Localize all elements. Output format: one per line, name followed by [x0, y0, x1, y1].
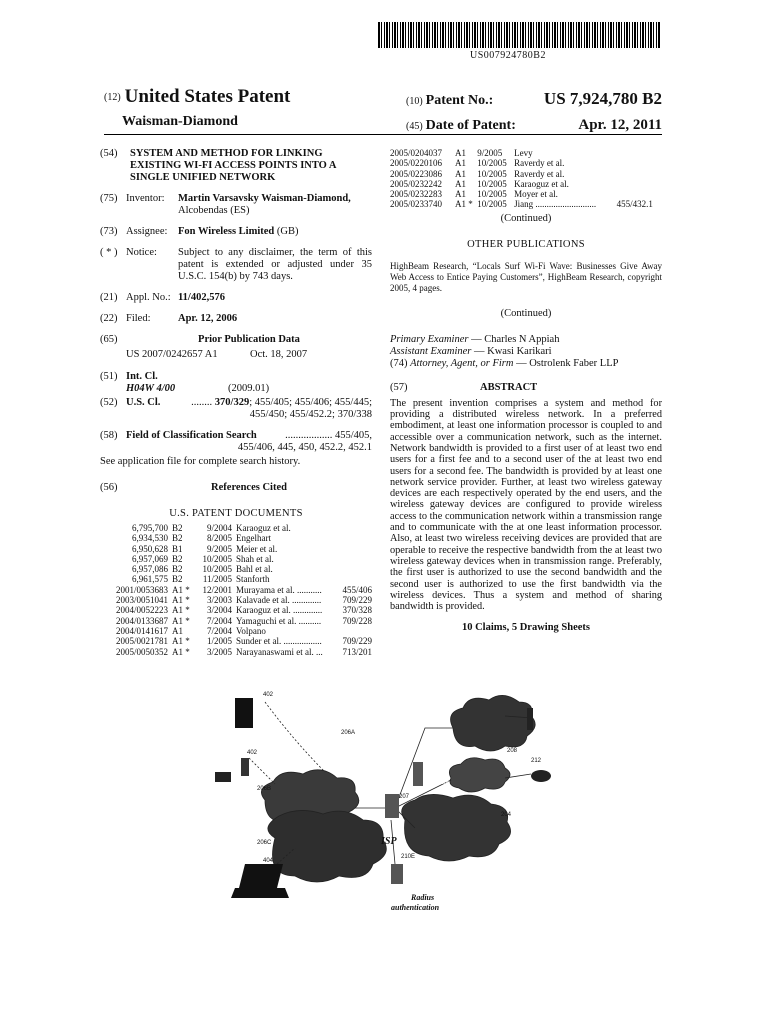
isp-cloud — [268, 810, 386, 882]
label-404: 404 — [263, 858, 274, 864]
header-rule — [104, 134, 662, 135]
reference-cls — [337, 554, 372, 564]
reference-num: 6,961,575 — [132, 574, 168, 585]
reference-cls: 455/432.1 — [616, 199, 653, 210]
us-docs-cont-table — [390, 148, 662, 210]
attorney-name: — Ostrolenk Faber LLP — [516, 357, 619, 369]
reference-name: Karaoguz et al. ............. — [236, 605, 323, 616]
inventor-code: (75) — [100, 193, 118, 204]
reference-kind: A1 * — [172, 595, 190, 606]
notice-text: Subject to any disclaimer, the term of this patent is extended or adjusted under 35 U.S.C. 154(b) by 743 days. — [178, 247, 372, 282]
prior-heading: Prior Publication Data — [198, 334, 300, 345]
title-code: (54) — [100, 148, 118, 159]
wifi-box-icon — [215, 772, 231, 782]
notice-label: Notice: — [126, 247, 157, 258]
reference-name: Levy — [514, 148, 533, 158]
appl-number: 11/402,576 — [178, 292, 225, 303]
reference-name: Volpano — [236, 625, 266, 636]
other-pub: HighBeam Research, “Locals Surf Wi-Fi Wave: Businesses Give Away Web Access to Entice Paying Customers”, HighBeam Research, copyright 2005, 4 pages. — [390, 260, 662, 293]
reference-num: 6,957,069 — [132, 553, 168, 564]
reference-name: Narayanaswami et al. ... — [236, 646, 323, 657]
reference-cls: 709/228 — [342, 615, 372, 626]
reference-cls — [617, 148, 662, 158]
abstract-text: The present invention comprises a system and method for providing a distributed wireless network. In a preferred embodiment, at least one information processor is coupled to and accessible over a communication network, such as the internet. Network bandwidth is provided to a first user of at least two end users for a first fee and to a second user of the at least two end users for a second fee. The bandwidth is provided by at least one network service provider. Further, at least two wireless gateway devices are each respectively operated by the end users, and the wireless gateway devices are configured to provide wireless access to the communication network within a transmission range and to communicate with the at one least information processor. Also, at least two wireless receiving devices are provided that are operable to receive the respective bandwidth from the at least two wireless gateway devices when in transmission range. Preferably, the first user is authorized to use the second bandwidth and the second user is authorized to use the first bandwidth via the wireless devices. Thus a system and method of sharing bandwidth is provided. — [390, 397, 662, 613]
search-note: See application file for complete search history. — [100, 456, 301, 467]
search-field — [100, 430, 372, 454]
doc-type: United States Patent — [124, 86, 291, 107]
reference-cls — [617, 189, 662, 199]
filed-field — [100, 313, 372, 325]
patent-no-code: (10) — [406, 96, 423, 107]
inventor-name: Martin Varsavsky Waisman-Diamond, — [178, 193, 351, 204]
reference-cls: 713/201 — [342, 646, 372, 657]
label-207: 207 — [399, 794, 410, 800]
reference-date: 3/2003 — [206, 595, 232, 606]
notice-field — [100, 247, 372, 283]
internet-cloud — [451, 695, 536, 751]
network-cloud — [402, 794, 511, 861]
reference-cls — [337, 533, 372, 543]
reference-name: Raverdy et al. — [514, 168, 565, 179]
reference-date: 10/2005 — [477, 199, 507, 210]
us-cl-rest: ; 455/405; 455/406; 455/445; 455/450; 455/452.2; 370/338 — [249, 397, 372, 420]
phone-icon — [241, 758, 249, 776]
reference-kind: B2 — [172, 523, 183, 533]
reference-name: Karaoguz et al. — [236, 523, 291, 533]
header-left — [104, 86, 290, 130]
inventor-location: Alcobendas (ES) — [178, 205, 250, 216]
reference-kind: A1 — [172, 625, 183, 636]
prior-date: Oct. 18, 2007 — [250, 349, 308, 360]
reference-num: 2005/0232283 — [390, 189, 443, 200]
reference-name: Kalavade et al. ............. — [236, 595, 322, 606]
reference-num: 2005/0233740 — [390, 199, 443, 210]
reference-num: 2004/0141617 — [115, 625, 168, 636]
reference-date: 9/2004 — [206, 523, 232, 533]
continued-1: (Continued) — [500, 212, 552, 224]
reference-kind: A1 * — [172, 584, 190, 595]
reference-kind: A1 — [455, 189, 467, 200]
reference-name: Sunder et al. ................. — [236, 636, 322, 647]
patent-title: SYSTEM AND METHOD FOR LINKING EXISTING WI-FI ACCESS POINTS INTO A SINGLE UNIFIED NETWORK — [130, 148, 336, 183]
reference-row — [100, 605, 372, 615]
label-isp: ISP — [381, 836, 397, 847]
attorney-label: Attorney, Agent, or Firm — [410, 357, 514, 369]
reference-date: 10/2005 — [477, 168, 507, 179]
int-cl-class: H04W 4/00 — [126, 383, 176, 394]
reference-row — [100, 636, 372, 646]
reference-name: Shah et al. — [236, 553, 274, 564]
assignee-name: Fon Wireless Limited — [178, 226, 275, 237]
reference-row — [100, 554, 372, 564]
server-icon — [385, 794, 399, 818]
claims-summary: 10 Claims, 5 Drawing Sheets — [461, 622, 591, 634]
us-cl-primary: 370/329 — [214, 397, 250, 408]
patent-date: Apr. 12, 2011 — [578, 117, 662, 133]
reference-name: Engelhart — [236, 533, 271, 544]
reference-cls: 709/229 — [342, 595, 372, 606]
continued-2: (Continued) — [500, 307, 552, 319]
reference-cls — [337, 564, 372, 574]
reference-num: 2004/0133687 — [115, 615, 168, 626]
reference-num: 6,950,628 — [132, 543, 168, 554]
radius-server-icon — [391, 864, 403, 884]
reference-row — [100, 647, 372, 657]
reference-cls: 370/328 — [342, 605, 372, 616]
reference-cls — [617, 169, 662, 179]
refs-code: (56) — [100, 482, 118, 493]
reference-date: 7/2004 — [206, 615, 232, 626]
reference-date: 10/2005 — [477, 189, 507, 200]
us-cl-field — [100, 397, 372, 421]
other-pubs-heading: OTHER PUBLICATIONS — [467, 238, 585, 250]
reference-row — [390, 158, 662, 168]
reference-row — [390, 169, 662, 179]
reference-kind: A1 — [455, 168, 467, 179]
reference-row — [390, 179, 662, 189]
assignee-label: Assignee: — [126, 226, 168, 237]
reference-cls: 455/406 — [342, 584, 372, 595]
prior-field — [100, 334, 372, 346]
reference-row — [390, 148, 662, 158]
assistant-label: Assistant Examiner — [390, 345, 472, 357]
left-column — [100, 148, 372, 657]
reference-row — [100, 564, 372, 574]
reference-kind: A1 * — [172, 615, 190, 626]
us-cl-code: (52) — [100, 397, 118, 408]
reference-cls — [337, 544, 372, 554]
primary-label: Primary Examiner — [390, 333, 469, 345]
reference-cls — [337, 626, 372, 636]
reference-row — [100, 585, 372, 595]
reference-name: Meier et al. — [236, 543, 278, 554]
voip-gateway-icon — [413, 762, 423, 786]
doc-type-code: (12) — [104, 92, 121, 104]
reference-date: 11/2005 — [202, 574, 232, 585]
reference-row — [100, 544, 372, 554]
reference-num: 2003/0051041 — [115, 595, 168, 606]
title-field — [100, 148, 372, 184]
reference-num: 2005/0223086 — [390, 168, 443, 179]
reference-kind: A1 * — [172, 605, 190, 616]
reference-cls — [337, 523, 372, 533]
reference-row — [100, 626, 372, 636]
reference-kind: B2 — [172, 553, 183, 564]
attorney-code: (74) — [390, 357, 408, 369]
reference-row — [100, 595, 372, 605]
reference-num: 6,934,530 — [132, 533, 168, 544]
reference-name: Yamaguchi et al. .......... — [236, 615, 322, 626]
label-208: 208 — [507, 748, 518, 754]
inventor-short: Waisman-Diamond — [122, 114, 238, 129]
reference-kind: B1 — [172, 543, 183, 554]
reference-kind: A1 — [455, 178, 467, 189]
representative-drawing — [205, 688, 567, 920]
label-210e: 210E — [401, 854, 416, 860]
primary-name: — Charles N Appiah — [471, 333, 560, 345]
patent-no-label: Patent No.: — [425, 93, 494, 108]
telephone-icon — [531, 770, 551, 782]
reference-date: 10/2005 — [477, 178, 507, 189]
inventor-label: Inventor: — [126, 193, 165, 204]
prior-pub-row — [126, 349, 372, 361]
abstract-heading: ABSTRACT — [480, 381, 538, 393]
reference-name: Jiang ........................... — [514, 199, 597, 210]
label-voip: VoIP — [429, 770, 444, 778]
reference-name: Stanforth — [236, 574, 270, 585]
barcode — [378, 22, 660, 48]
reference-num: 2005/0232242 — [390, 178, 443, 189]
abstract-code: (57) — [390, 381, 408, 393]
filed-date: Apr. 12, 2006 — [178, 313, 238, 324]
date-code: (45) — [406, 121, 423, 132]
reference-num: 2005/0220106 — [390, 158, 443, 169]
reference-cls — [337, 574, 372, 584]
assignee-code: (73) — [100, 226, 118, 237]
reference-kind: A1 — [455, 148, 467, 158]
reference-kind: A1 — [455, 158, 467, 169]
assistant-examiner — [390, 346, 662, 358]
reference-date: 3/2004 — [206, 605, 232, 616]
reference-kind: B2 — [172, 564, 183, 575]
label-204: 204 — [501, 812, 512, 818]
reference-row — [390, 199, 662, 209]
date-label: Date of Patent: — [425, 118, 516, 133]
label-radius: Radius — [411, 893, 435, 902]
label-212: 212 — [531, 758, 542, 764]
mp3-player-icon — [235, 698, 253, 728]
assignee-location: (GB) — [276, 226, 299, 237]
assistant-name: — Kwasi Karikari — [474, 345, 552, 357]
search-code: (58) — [100, 430, 118, 441]
reference-num: 6,795,700 — [132, 523, 168, 533]
reference-date: 9/2005 — [477, 148, 503, 158]
int-cl-year: (2009.01) — [228, 383, 270, 394]
reference-name: Karaoguz et al. — [514, 178, 569, 189]
notice-code: ( * ) — [100, 247, 118, 258]
int-cl-field — [100, 371, 372, 395]
us-cl-label: U.S. Cl. — [126, 397, 161, 408]
reference-date: 10/2005 — [202, 553, 232, 564]
reference-name: Moyer et al. — [514, 189, 558, 200]
reference-cls: 709/229 — [342, 636, 372, 647]
refs-field — [100, 482, 372, 494]
voip-cloud — [449, 758, 510, 792]
barcode-number: US007924780B2 — [470, 50, 546, 61]
int-cl-label: Int. Cl. — [126, 371, 158, 382]
attorney — [390, 358, 662, 370]
appl-code: (21) — [100, 292, 118, 303]
reference-row — [100, 523, 372, 533]
reference-num: 2004/0052223 — [115, 605, 168, 616]
reference-name: Raverdy et al. — [514, 158, 565, 169]
reference-date: 12/2001 — [202, 584, 232, 595]
prior-code: (65) — [100, 334, 118, 345]
reference-kind: A1 * — [172, 636, 190, 647]
assignee-field — [100, 226, 372, 238]
reference-cls — [617, 179, 662, 189]
label-206a: 206A — [341, 730, 356, 736]
prior-pub: US 2007/0242657 A1 — [126, 349, 218, 360]
patent-number: US 7,924,780 B2 — [543, 89, 662, 108]
primary-examiner — [390, 334, 662, 346]
reference-num: 2001/0053683 — [115, 584, 168, 595]
reference-date: 7/2004 — [206, 625, 232, 636]
appl-label: Appl. No.: — [126, 292, 171, 303]
reference-date: 1/2005 — [206, 636, 232, 647]
reference-kind: B2 — [172, 533, 183, 544]
right-column — [390, 148, 662, 634]
search-values: 455/405, 455/406, 445, 450, 452.2, 452.1 — [237, 430, 372, 453]
reference-name: Bahl et al. — [236, 564, 273, 575]
reference-kind: A1 * — [172, 646, 190, 657]
int-cl-code: (51) — [100, 371, 118, 382]
reference-num: 2005/0021781 — [115, 636, 168, 647]
mobile-phone-icon — [527, 708, 533, 730]
us-docs-heading: U.S. PATENT DOCUMENTS — [169, 508, 303, 519]
reference-row — [100, 533, 372, 543]
filed-label: Filed: — [126, 313, 151, 324]
abstract-heading-row — [390, 382, 662, 394]
search-dots: .................. — [285, 430, 333, 441]
filed-code: (22) — [100, 313, 118, 324]
reference-num: 2005/0204037 — [390, 148, 443, 158]
reference-date: 10/2005 — [202, 564, 232, 575]
reference-date: 3/2005 — [206, 646, 232, 657]
reference-row — [390, 189, 662, 199]
reference-row — [100, 574, 372, 584]
reference-date: 8/2005 — [206, 533, 232, 544]
search-label: Field of Classification Search — [126, 430, 257, 441]
label-206c: 206C — [257, 840, 272, 846]
reference-date: 9/2005 — [206, 543, 232, 554]
reference-name: Murayama et al. ........... — [236, 584, 322, 595]
inventor-field — [100, 193, 372, 217]
reference-num: 2005/0050352 — [115, 646, 168, 657]
us-docs-table — [100, 523, 372, 657]
label-206b: 206B — [257, 786, 272, 792]
label-402b: 402 — [247, 750, 258, 756]
refs-heading: References Cited — [211, 482, 287, 493]
label-provider: Provider — [427, 780, 449, 786]
reference-num: 6,957,086 — [132, 564, 168, 575]
reference-date: 10/2005 — [477, 158, 507, 169]
label-authentication: authentication — [391, 903, 440, 912]
label-402a: 402 — [263, 692, 274, 698]
reference-kind: B2 — [172, 574, 183, 585]
reference-row — [100, 616, 372, 626]
reference-kind: A1 * — [455, 199, 473, 210]
us-cl-dots: ........ — [191, 397, 213, 408]
laptop-icon — [231, 864, 289, 898]
reference-cls — [617, 158, 662, 168]
appl-field — [100, 292, 372, 304]
